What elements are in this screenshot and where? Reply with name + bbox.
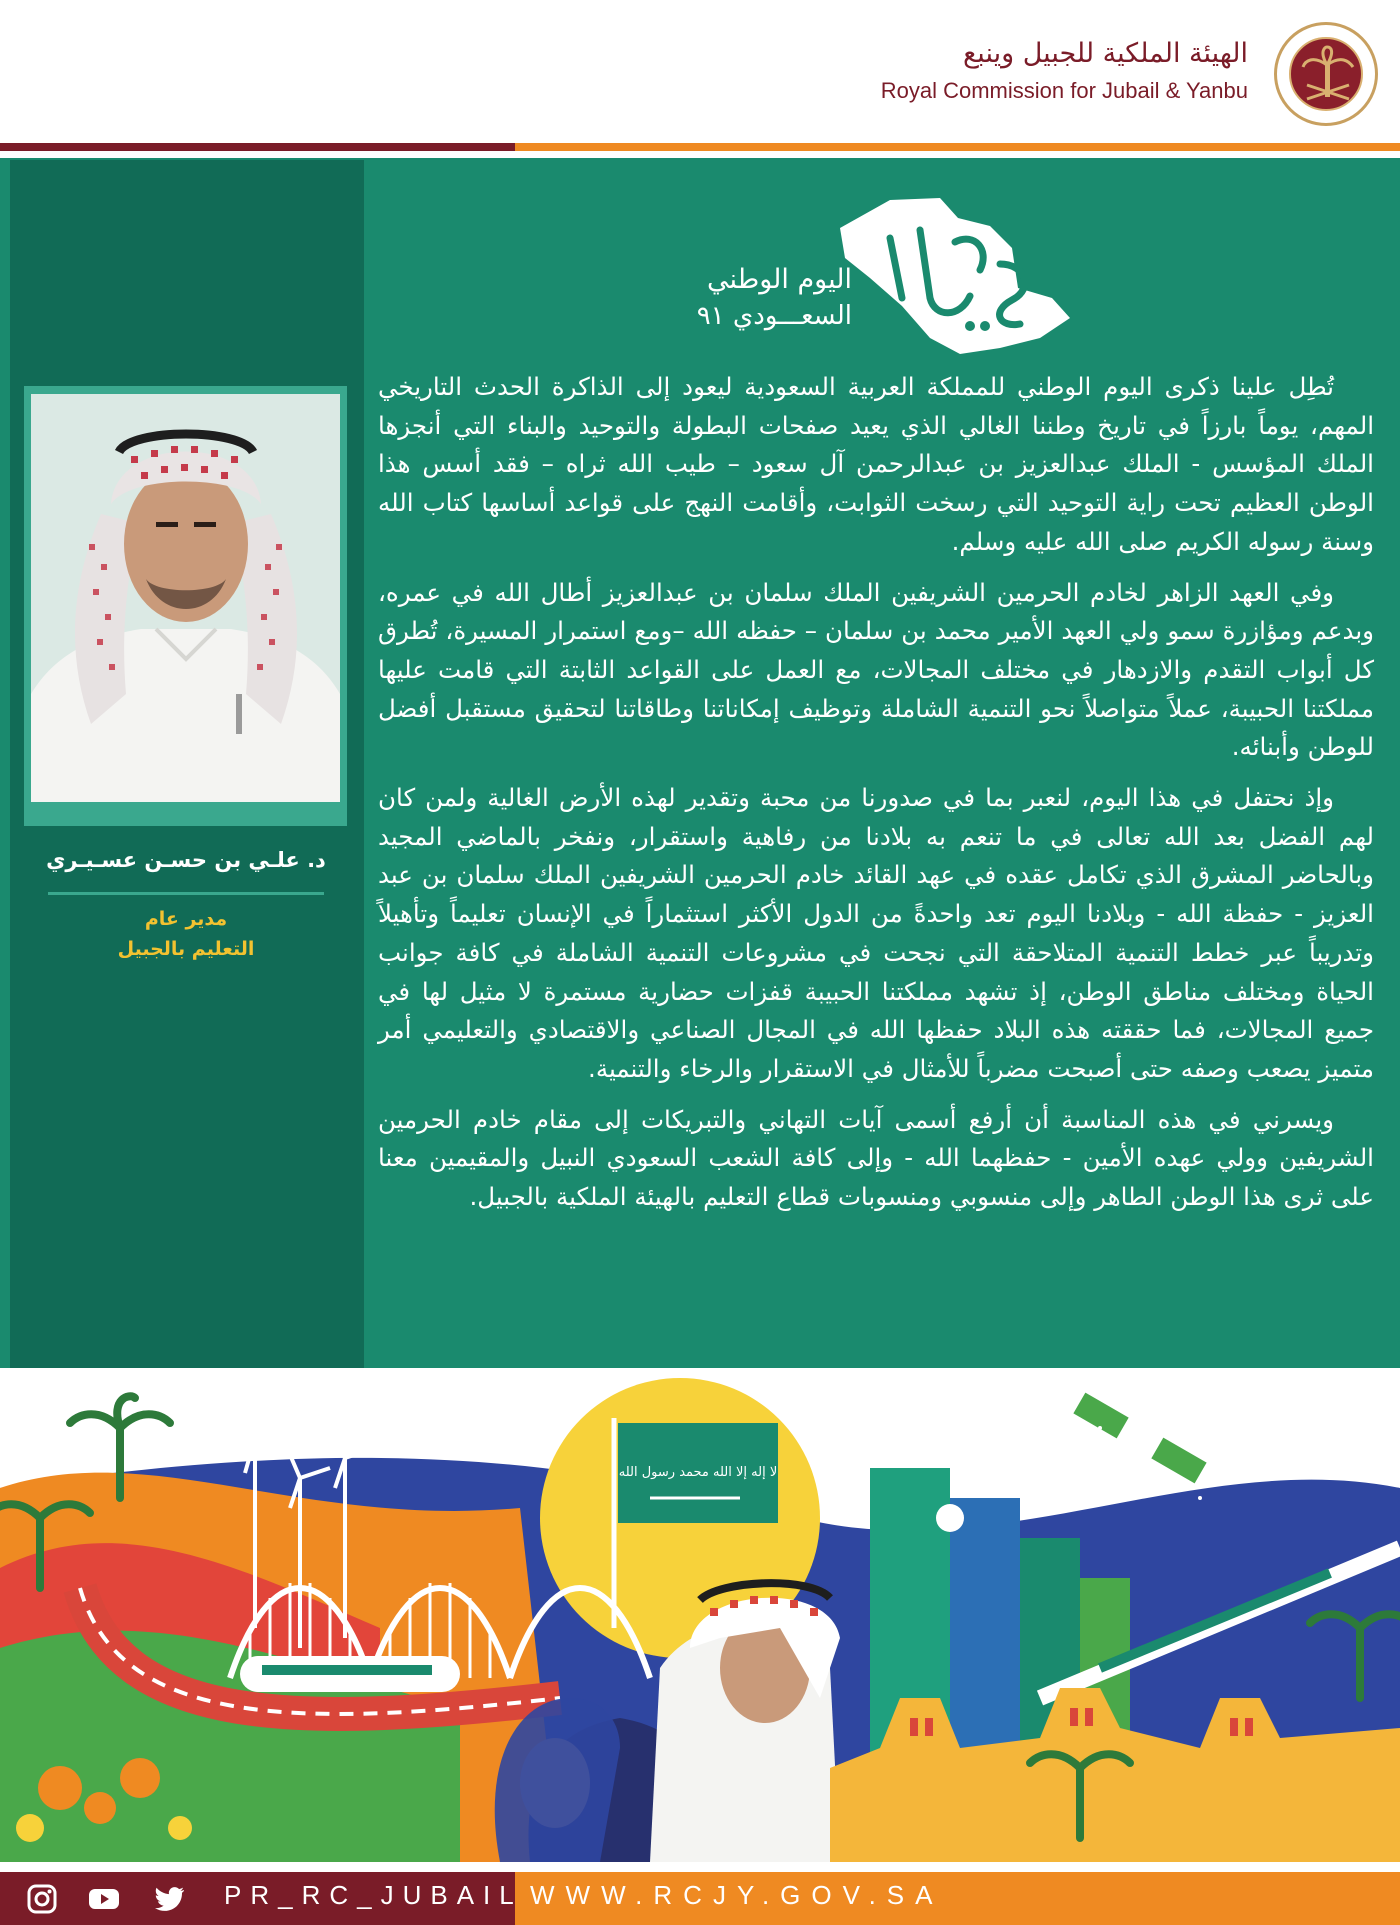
profile-photo [31,394,340,802]
message-paragraph: وفي العهد الزاهر لخادم الحرمين الشريفين الملك سلمان بن عبدالعزيز أطال الله في عمره، وبدعم ومؤازرة سمو ولي العهد الأمير محمد بن سلمان – حفظه الله –ومع استمرار المسيرة، تُطرق كل أبواب التقدم والازدهار في مختلف المجالات، مع العمل على القواعد الثابتة التي قامت عليها مملكتنا الحبيبة، عملاً متواصلاً نحو التنمية الشاملة وتوظيف إمكاناتنا وطاقاتنا لتحقيق مستقبل أفضل للوطن وأبنائه. [378,577,1374,762]
national-day-illustration [0,1368,1400,1862]
palm-swords-emblem-icon [1291,39,1365,113]
header-divider-orange [515,143,1400,151]
org-name-arabic: الهيئة الملكية للجبيل وينبع [962,38,1248,69]
header-divider-maroon [0,143,515,151]
message-paragraph: وإذ نحتفل في هذا اليوم، لنعبر بما في صدورنا من محبة وتقدير لهذه الأرض الغالية ولمن كان لهم الفضل بعد الله تعالى في ما تنعم به بلادنا من رفاهية واستقرار، ونفخر بالماضي المجيد وبالحاضر المشرق الذي تكامل عقده في عهد القائد خادم الحرمين الشريفين الملك سلمان بن عبد العزيز - حفظة الله - وبلادنا اليوم تعد واحدةً من الدول الأكثر استثماراً في الإنسان تعليماً وتأهيلاً وتدريباً عبر خطط التنمية المتلاحقة التي نجحت في مشروعات التنمية الشاملة في كافة جوانب الحياة ومختلف مناطق الوطن، إذ تشهد مملكتنا الحبيبة قفزات حضارية مستمرة لا مثيل لها في جميع المجالات، فما حققته هذه البلاد حفظها الله في المجال الصناعي والاقتصادي والتعليمي أمر متميز يصعب وصفه حتى أصبحت مضرباً للأمثال في الاستقرار والرخاء والتنمية. [378,783,1374,1083]
instagram-icon[interactable] [26,1883,58,1915]
message-paragraph: تُطِل علينا ذكرى اليوم الوطني للمملكة العربية السعودية ليعود إلى الذاكرة الحدث التاريخي المهم، يوماً بارزاً في تاريخ وطننا الغالي الذي يعيد صفحات البطولة والتوحيد والبناء التي أنجزها الملك المؤسس - الملك عبدالعزيز بن عبدالرحمن آل سعود – طيب الله ثراه – فقد أسس هذا الوطن العظيم تحت راية التوحيد التي رسخت الثوابت، وأقامت النهج على قواعد أساسها كتاب الله وسنة رسوله الكريم صلى الله عليه وسلم. [378,372,1374,556]
name-divider [48,892,324,895]
person-name: د. علـي بن حسـن عسـيـري [46,848,326,872]
national-day-line1: اليوم الوطني [707,264,852,295]
national-day-caption [662,262,852,334]
person-title [20,904,352,964]
website-link[interactable]: WWW.RCJY.GOV.SA [530,1880,944,1910]
twitter-icon[interactable] [154,1883,186,1915]
national-day-line2: السعـــودي ٩١ [696,301,852,331]
flag-text: لا إله إلا الله محمد رسول الله [618,1465,778,1480]
youtube-icon[interactable] [88,1883,120,1915]
message-body [378,368,1374,1229]
page-header [0,0,1400,140]
message-paragraph: ويسرني في هذه المناسبة أن أرفع أسمى آيات التهاني والتبريكات إلى مقام خادم الحرمين الشريفين وولي عهده الأمين - حفظهما الله - وإلى كافة الشعب السعودي النبيل والمقيمين معنا على ثرى هذا الوطن الطاهر وإلى منسوبي ومنسوبات قطاع التعليم بالهيئة الملكية بالجبيل. [378,1104,1374,1212]
org-name-english: Royal Commission for Jubail & Yanbu [880,78,1248,103]
royal-commission-logo [1274,22,1378,126]
social-handle[interactable]: PR_RC_JUBAIL [224,1880,523,1910]
person-title-line2: التعليم بالجبيل [117,938,255,960]
person-title-line1: مدير عام [144,908,228,930]
